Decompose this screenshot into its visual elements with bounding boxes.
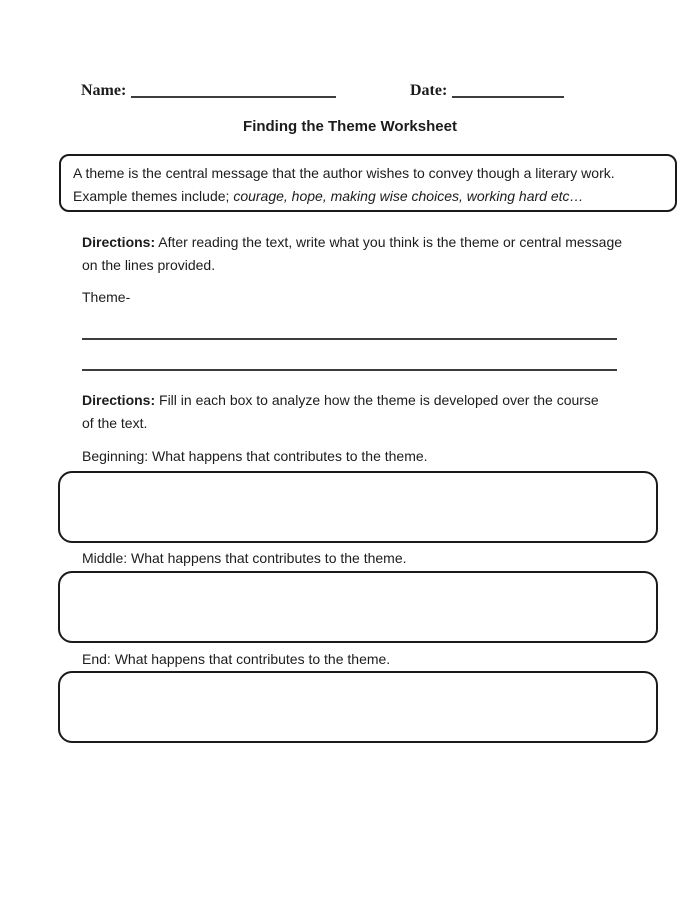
directions-2-text: Fill in each box to analyze how the theme is developed over the course of the text. [82,392,599,431]
directions-2-label: Directions: [82,392,156,408]
theme-definition-box [59,154,677,212]
theme-examples-prefix: Example themes include; [73,188,230,204]
directions-1 [82,231,640,277]
directions-1-label: Directions: [82,234,156,250]
end-prompt-label: End: What happens that contributes to the theme. [82,651,391,667]
beginning-prompt-label: Beginning: What happens that contributes to the theme. [82,448,428,464]
directions-1-text: After reading the text, write what you think is the theme or central message on the lines provided. [82,234,623,273]
directions-2 [82,389,614,435]
end-answer-box[interactable] [58,671,658,743]
date-field [410,82,564,100]
page-title: Finding the Theme Worksheet [243,118,457,135]
name-field [81,82,336,100]
name-label: Name: [81,82,127,99]
theme-prompt-label: Theme- [82,289,131,305]
date-input-line[interactable] [452,82,564,98]
middle-answer-box[interactable] [58,571,658,643]
beginning-answer-box[interactable] [58,471,658,543]
name-input-line[interactable] [131,82,336,98]
theme-definition-line2 [73,185,663,208]
theme-examples-list: courage, hope, making wise choices, working hard etc… [233,188,584,204]
theme-answer-line-2[interactable] [82,369,617,371]
theme-definition-line1: A theme is the central message that the author wishes to convey though a literary work. [73,165,615,181]
middle-prompt-label: Middle: What happens that contributes to the theme. [82,550,407,566]
theme-answer-line-1[interactable] [82,338,617,340]
date-label: Date: [410,82,448,99]
